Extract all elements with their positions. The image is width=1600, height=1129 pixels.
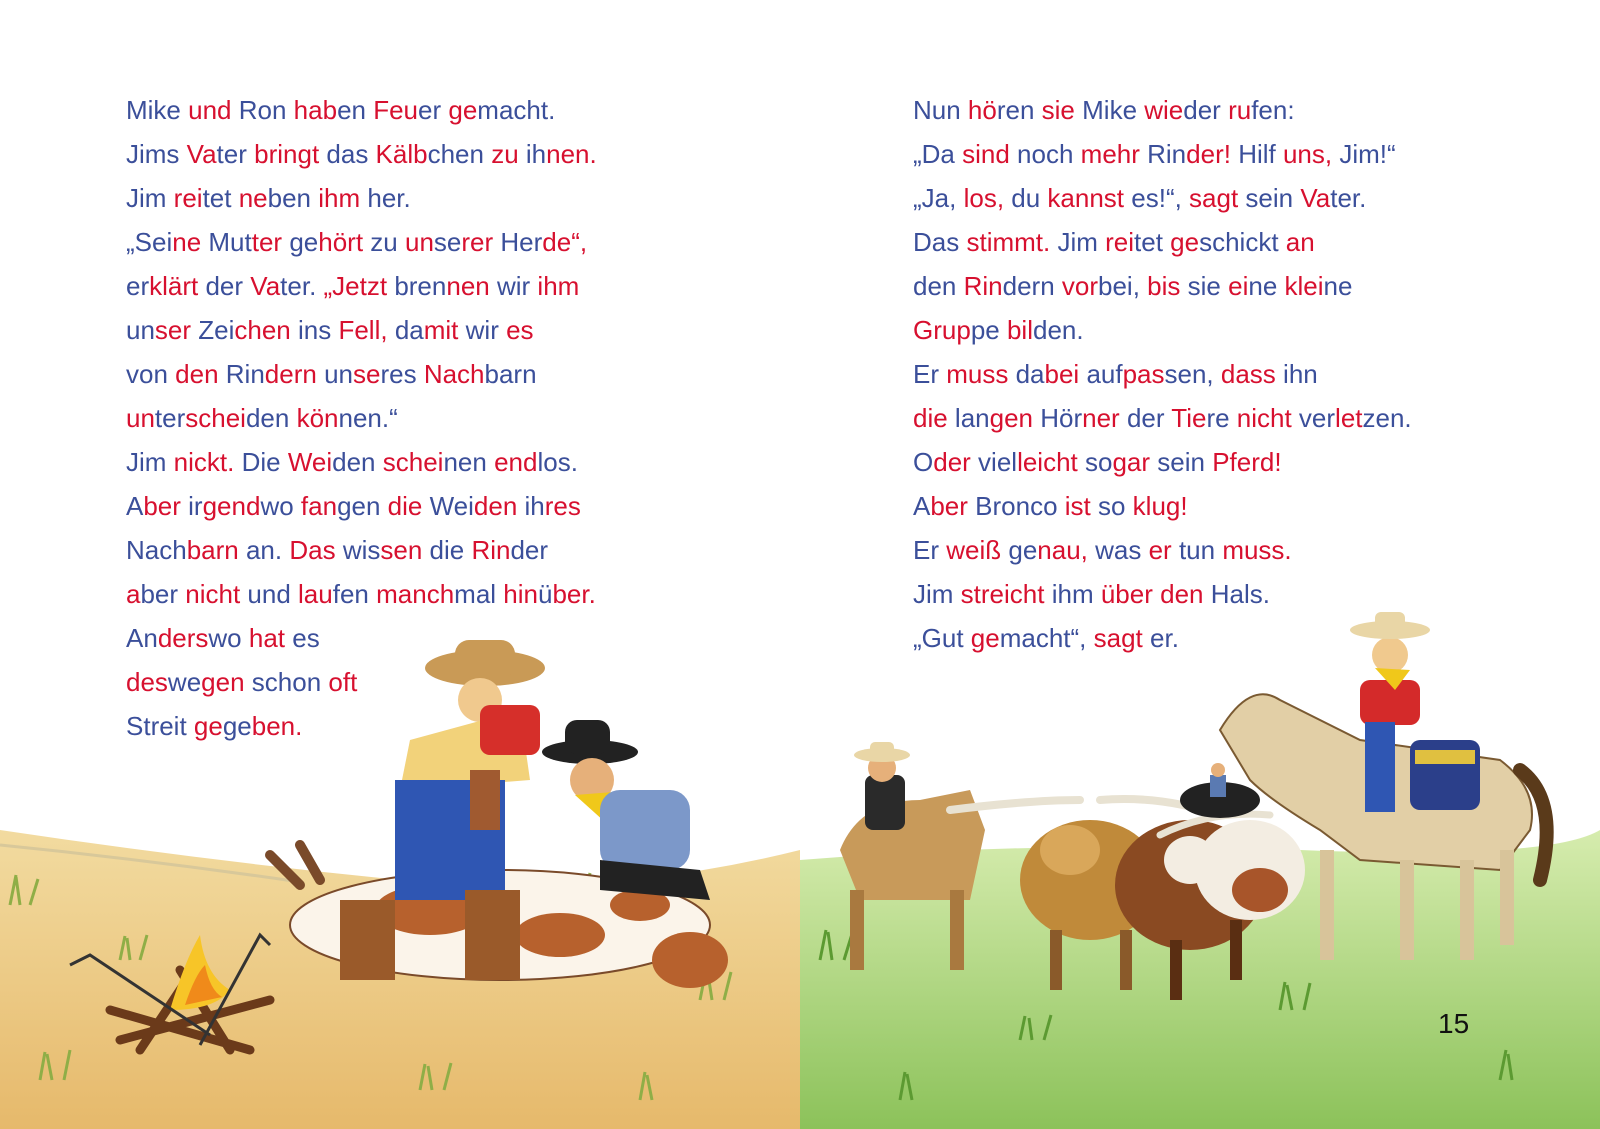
syllable: Va (186, 139, 217, 169)
syllable: ne (1323, 271, 1353, 301)
text-line (126, 704, 597, 748)
syllable: ru (1228, 95, 1252, 125)
syllable: uns, (1282, 139, 1333, 169)
text-line (126, 264, 597, 308)
text-line (913, 616, 1412, 660)
syllable: fan (300, 491, 338, 521)
syllable: das (319, 139, 376, 169)
syllable: sind (962, 139, 1010, 169)
syllable: sagt (1189, 183, 1239, 213)
syllable: ih (518, 139, 547, 169)
syllable: der (1119, 403, 1172, 433)
syllable: Feu (373, 95, 419, 125)
syllable: ne (1248, 271, 1285, 301)
syllable: Kälb (375, 139, 428, 169)
syllable: O (913, 447, 934, 477)
syllable: ter. (280, 271, 324, 301)
syllable: los. (537, 447, 578, 477)
syllable: nicht (1236, 403, 1292, 433)
syllable: hin (503, 579, 538, 609)
syllable: sie (1041, 95, 1075, 125)
syllable: sen, (1164, 359, 1221, 389)
syllable: er (126, 271, 150, 301)
text-line (913, 528, 1412, 572)
syllable: ser (154, 315, 192, 345)
syllable: end (494, 447, 538, 477)
syllable: ih (517, 491, 545, 521)
syllable: los, (963, 183, 1005, 213)
syllable: pe (970, 315, 1007, 345)
syllable: Grup (913, 315, 971, 345)
syllable: ins (290, 315, 339, 345)
syllable: klärt (149, 271, 199, 301)
syllable: wie (1144, 95, 1184, 125)
syllable: muss (946, 359, 1009, 389)
syllable: ben (267, 183, 319, 213)
syllable: „Jetzt (323, 271, 388, 301)
right-page (800, 0, 1600, 1129)
text-line (913, 220, 1412, 264)
syllable: stimmt. (966, 227, 1051, 257)
text-line (126, 220, 597, 264)
syllable: ge (193, 711, 223, 741)
page-number: 15 (1438, 1008, 1470, 1039)
syllable: gen (337, 491, 388, 521)
syllable: sagt (1093, 623, 1143, 653)
syllable: dern (1002, 271, 1062, 301)
syllable: kön (296, 403, 339, 433)
text-line (913, 396, 1412, 440)
syllable: wir (458, 315, 507, 345)
syllable: ge (448, 95, 478, 125)
syllable: ge (282, 227, 319, 257)
text-line (126, 132, 597, 176)
syllable: pas (1122, 359, 1165, 389)
syllable: gen (989, 403, 1034, 433)
syllable: An (126, 623, 158, 653)
syllable: ber (930, 491, 968, 521)
syllable: Rin (218, 359, 265, 389)
syllable: Hals. (1203, 579, 1270, 609)
syllable: den (332, 447, 383, 477)
syllable: bei, (1098, 271, 1148, 301)
syllable: Streit (126, 711, 194, 741)
syllable: ir (180, 491, 203, 521)
syllable: von (126, 359, 176, 389)
syllable: ihm (1044, 579, 1101, 609)
syllable: den (1160, 579, 1204, 609)
syllable: barn (484, 359, 537, 389)
syllable: Jim!“ (1332, 139, 1396, 169)
syllable: die (387, 491, 423, 521)
syllable: Er (913, 359, 947, 389)
syllable: an. (238, 535, 290, 565)
syllable: die (422, 535, 472, 565)
syllable: Her (493, 227, 543, 257)
syllable: hab (293, 95, 338, 125)
syllable: macht. (477, 95, 556, 125)
syllable: wis (335, 535, 381, 565)
syllable: ter. (1330, 183, 1367, 213)
syllable: zen. (1362, 403, 1412, 433)
syllable: den (175, 359, 219, 389)
text-line (913, 352, 1412, 396)
syllable: dern (264, 359, 317, 389)
syllable: Zei (191, 315, 235, 345)
syllable: Tie (1171, 403, 1207, 433)
syllable: mit (423, 315, 459, 345)
syllable: nen (446, 271, 490, 301)
syllable: vor (1061, 271, 1099, 301)
syllable: der (933, 447, 971, 477)
syllable: fen (332, 579, 377, 609)
text-line (913, 176, 1412, 220)
syllable: ren (996, 95, 1042, 125)
text-line (126, 396, 597, 440)
syllable: des (126, 667, 168, 697)
syllable: was (1087, 535, 1149, 565)
syllable: streicht (960, 579, 1045, 609)
syllable: leicht (1017, 447, 1078, 477)
syllable: ne (172, 227, 202, 257)
syllable: hö (967, 95, 997, 125)
syllable: we (167, 667, 202, 697)
syllable: der (198, 271, 251, 301)
syllable: se (433, 227, 462, 257)
syllable: ben. (251, 711, 303, 741)
syllable: res (380, 359, 424, 389)
syllable: kannst (1047, 183, 1125, 213)
syllable: es (506, 315, 534, 345)
syllable: her. (360, 183, 411, 213)
syllable: Nun (913, 95, 968, 125)
syllable: Hör (1033, 403, 1083, 433)
syllable: sein (1238, 183, 1301, 213)
syllable: schickt (1199, 227, 1286, 257)
syllable: Wei (287, 447, 333, 477)
syllable: ber (140, 579, 186, 609)
syllable: chen (234, 315, 291, 345)
syllable: „Gut (913, 623, 971, 653)
syllable: hört (318, 227, 364, 257)
text-line (913, 132, 1412, 176)
syllable: nickt. (173, 447, 235, 477)
syllable: den. (1032, 315, 1084, 345)
syllable: sen (380, 535, 423, 565)
syllable: nen.“ (338, 403, 398, 433)
syllable: ber (143, 491, 181, 521)
syllable: wo (260, 491, 301, 521)
syllable: Mike (126, 95, 189, 125)
syllable: so (1090, 491, 1133, 521)
syllable: „Ja, (913, 183, 964, 213)
syllable: Jim (126, 183, 174, 213)
text-line (126, 484, 597, 528)
syllable: bil (1006, 315, 1033, 345)
syllable: der (1183, 95, 1229, 125)
syllable: sie (1180, 271, 1229, 301)
syllable: Das (913, 227, 967, 257)
syllable: und (188, 95, 232, 125)
syllable: zu (363, 227, 405, 257)
syllable: bis (1147, 271, 1181, 301)
syllable: tet (1134, 227, 1171, 257)
syllable: ter (154, 403, 186, 433)
syllable: Va (250, 271, 281, 301)
text-line (913, 440, 1412, 484)
syllable: un (126, 403, 155, 433)
syllable: es (285, 623, 320, 653)
syllable: Rin (963, 271, 1003, 301)
syllable: Va (1300, 183, 1331, 213)
syllable: Jims (126, 139, 187, 169)
syllable: rei (1105, 227, 1135, 257)
syllable: de“, (542, 227, 588, 257)
syllable: weiß (946, 535, 1002, 565)
syllable: Jim (913, 579, 961, 609)
syllable: A (126, 491, 144, 521)
left-page-text (126, 88, 597, 748)
text-line (913, 264, 1412, 308)
syllable: klug! (1132, 491, 1188, 521)
syllable: macht“, (999, 623, 1094, 653)
syllable: ter (251, 227, 283, 257)
text-line (126, 308, 597, 352)
syllable: der (510, 535, 549, 565)
syllable: en (337, 95, 374, 125)
syllable: ge (970, 623, 1000, 653)
syllable: Er (913, 535, 947, 565)
syllable: sein (1150, 447, 1213, 477)
syllable: Nach (423, 359, 485, 389)
syllable: er. (1142, 623, 1179, 653)
syllable: er (418, 95, 449, 125)
text-line (126, 352, 597, 396)
syllable: rer (461, 227, 494, 257)
syllable: Mut (201, 227, 252, 257)
syllable: mal (454, 579, 504, 609)
syllable: schei (382, 447, 444, 477)
syllable: Fell, (338, 315, 388, 345)
syllable: Pferd! (1212, 447, 1282, 477)
syllable: den (245, 403, 297, 433)
syllable: Das (289, 535, 336, 565)
syllable: rei (173, 183, 203, 213)
text-line (126, 660, 597, 704)
text-line (913, 88, 1412, 132)
syllable: ihn (1275, 359, 1318, 389)
syllable: und (240, 579, 299, 609)
syllable: ne (238, 183, 268, 213)
syllable: ver (1291, 403, 1336, 433)
syllable: dass (1220, 359, 1276, 389)
text-line (126, 616, 597, 660)
syllable: un (126, 315, 155, 345)
syllable: den (913, 271, 964, 301)
syllable: ü (537, 579, 553, 609)
syllable: Wei (422, 491, 474, 521)
syllable: ihm (318, 183, 361, 213)
syllable: nen. (546, 139, 597, 169)
syllable: nen (443, 447, 495, 477)
right-page-text (913, 88, 1412, 660)
syllable: Rin (1139, 139, 1187, 169)
syllable: un (404, 227, 434, 257)
syllable: zu (491, 139, 519, 169)
syllable: A (913, 491, 931, 521)
syllable: an (1285, 227, 1315, 257)
syllable: da (387, 315, 424, 345)
syllable: ner (1082, 403, 1120, 433)
syllable: ihm (537, 271, 580, 301)
text-line (126, 176, 597, 220)
syllable: se (353, 359, 381, 389)
syllable: ber. (552, 579, 596, 609)
syllable: ter (216, 139, 255, 169)
text-line (913, 484, 1412, 528)
syllable: let (1335, 403, 1363, 433)
syllable: bren (387, 271, 447, 301)
syllable: Hilf (1230, 139, 1283, 169)
syllable: Mike (1074, 95, 1145, 125)
syllable: Bronco (967, 491, 1065, 521)
syllable: die (913, 403, 948, 433)
syllable: Rin (471, 535, 511, 565)
syllable: hat (248, 623, 286, 653)
syllable: Nach (126, 535, 187, 565)
syllable: nicht (185, 579, 241, 609)
syllable: „Sei (126, 227, 173, 257)
syllable: mehr (1080, 139, 1140, 169)
syllable: du (1004, 183, 1048, 213)
syllable: es!“, (1124, 183, 1190, 213)
text-line (913, 308, 1412, 352)
syllable: muss. (1222, 535, 1292, 565)
text-line (126, 88, 597, 132)
text-line (126, 528, 597, 572)
syllable: Jim (1050, 227, 1106, 257)
syllable: Die (234, 447, 288, 477)
syllable: bringt (254, 139, 320, 169)
syllable: gar (1112, 447, 1151, 477)
syllable: ei (1228, 271, 1249, 301)
syllable: auf (1079, 359, 1123, 389)
syllable: tet (202, 183, 239, 213)
syllable: er (1148, 535, 1172, 565)
syllable: wo (208, 623, 249, 653)
syllable: fen: (1251, 95, 1295, 125)
syllable: oft (328, 667, 358, 697)
syllable: „Da (913, 139, 963, 169)
text-line (913, 572, 1412, 616)
syllable: bei (1044, 359, 1080, 389)
syllable: den (473, 491, 518, 521)
syllable: ders (157, 623, 209, 653)
syllable: Jim (126, 447, 174, 477)
syllable: barn (186, 535, 239, 565)
syllable: da (1008, 359, 1045, 389)
syllable: a (126, 579, 141, 609)
syllable: re (1206, 403, 1237, 433)
syllable: tun (1171, 535, 1223, 565)
syllable: der! (1186, 139, 1231, 169)
syllable: un (316, 359, 353, 389)
syllable: manch (376, 579, 455, 609)
syllable: so (1077, 447, 1113, 477)
syllable: schon (244, 667, 329, 697)
syllable: lau (298, 579, 333, 609)
syllable: ge (1001, 535, 1038, 565)
text-line (126, 440, 597, 484)
syllable: ist (1064, 491, 1091, 521)
syllable: res (544, 491, 581, 521)
syllable: Ron (231, 95, 294, 125)
syllable: schei (185, 403, 246, 433)
syllable: chen (427, 139, 492, 169)
syllable: wir (489, 271, 538, 301)
syllable: über (1100, 579, 1153, 609)
syllable: ge (222, 711, 252, 741)
syllable: nau, (1037, 535, 1088, 565)
syllable: gen (201, 667, 245, 697)
syllable: gend (202, 491, 261, 521)
syllable: noch (1009, 139, 1081, 169)
text-line (126, 572, 597, 616)
syllable: klei (1284, 271, 1324, 301)
syllable: ge (1170, 227, 1200, 257)
syllable: lan (947, 403, 990, 433)
syllable: viel (970, 447, 1018, 477)
